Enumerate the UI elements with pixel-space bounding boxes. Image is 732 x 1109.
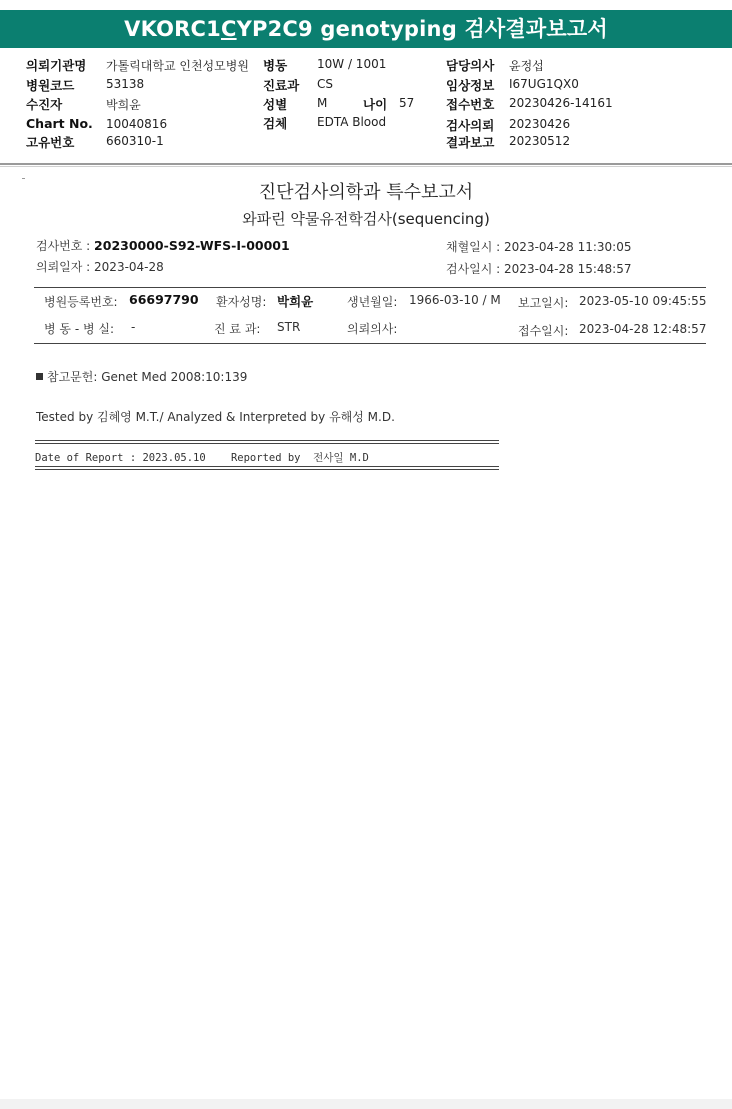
specimen-label: 검체 [263, 116, 288, 131]
dept-value: CS [317, 77, 333, 91]
doctor-label: 담당의사 [446, 58, 495, 73]
registration-no-label: 병원등록번호: [44, 295, 118, 309]
hospital-code-label: 병원코드 [26, 78, 75, 93]
institution-label: 의뢰기관명 [26, 58, 87, 73]
receipt-datetime-label: 접수일시: [518, 324, 569, 338]
receipt-datetime-value: 2023-04-28 12:48:57 [579, 322, 707, 336]
ward-label: 병동 [263, 58, 288, 73]
report-title: VKORC1CYP2C9 genotyping 검사결과보고서 [0, 10, 732, 48]
result-report-value: 20230512 [509, 134, 571, 148]
age-label: 나이 [363, 97, 388, 112]
clinical-info-label: 임상정보 [446, 78, 495, 93]
patient-name-label: 환자성명: [216, 295, 267, 309]
test-request-value: 20230426 [509, 117, 571, 131]
report-datetime-value: 2023-05-10 09:45:55 [579, 294, 707, 308]
hospital-code-value: 53138 [106, 77, 145, 91]
result-report-label: 결과보고 [446, 135, 495, 150]
birthdate-label: 생년월일: [347, 295, 398, 309]
tested-by: Tested by 김혜영 M.T./ Analyzed & Interpreted by 유해성 M.D. [36, 410, 395, 424]
patient-name-value: 박희윤 [277, 294, 314, 309]
age-value: 57 [399, 96, 415, 110]
ward-value: 10W / 1001 [317, 57, 387, 71]
ward-room-label: 병 동 - 병 실: [44, 322, 114, 336]
test-number: 검사번호 : 20230000-S92-WFS-I-00001 [36, 238, 290, 253]
sex-label: 성별 [263, 97, 288, 112]
department-value: STR [277, 320, 301, 334]
header-divider [0, 163, 732, 165]
double-rule-bottom [35, 466, 499, 470]
square-bullet-icon [36, 373, 43, 380]
specimen-value: EDTA Blood [317, 115, 387, 129]
birthdate-value: 1966-03-10 / M [409, 293, 501, 307]
patient-box-top-rule [34, 287, 706, 288]
referring-doctor-label: 의뢰의사: [347, 322, 398, 336]
dept-label: 진료과 [263, 78, 300, 93]
registration-no-value: 66697790 [129, 292, 199, 307]
patient-box-bottom-rule [34, 343, 706, 344]
collection-datetime: 채혈일시 : 2023-04-28 11:30:05 [446, 240, 632, 254]
reference: 참고문헌: Genet Med 2008:10:139 [36, 368, 247, 385]
unique-no-label: 고유번호 [26, 135, 75, 150]
receipt-no-value: 20230426-14161 [509, 96, 613, 110]
sex-value: M [317, 96, 328, 110]
department-label: 진 료 과: [214, 322, 261, 336]
receipt-no-label: 접수번호 [446, 97, 495, 112]
patient-label: 수진자 [26, 97, 63, 112]
test-request-label: 검사의뢰 [446, 118, 495, 133]
doctor-value: 윤정섭 [509, 59, 544, 73]
header-divider-shadow [0, 166, 732, 167]
request-date: 의뢰일자 : 2023-04-28 [36, 260, 164, 274]
test-datetime: 검사일시 : 2023-04-28 15:48:57 [446, 262, 632, 276]
institution-value: 가톨릭대학교 인천성모병원 [106, 59, 249, 73]
unique-no-value: 660310-1 [106, 134, 164, 148]
patient-value: 박희윤 [106, 98, 141, 112]
chart-no-label: Chart No. [26, 116, 93, 131]
chart-no-value: 10040816 [106, 117, 168, 131]
report-datetime-label: 보고일시: [518, 296, 569, 310]
document-subtitle: 와파린 약물유전학검사(sequencing) [242, 210, 490, 228]
double-rule-top [35, 440, 499, 444]
document-title: 진단검사의학과 특수보고서 [258, 182, 474, 203]
clinical-info-value: I67UG1QX0 [509, 77, 579, 91]
ward-room-value: - [131, 320, 136, 334]
report-footer: Date of Report : 2023.05.10 Reported by 전사일 M.D [35, 452, 369, 464]
